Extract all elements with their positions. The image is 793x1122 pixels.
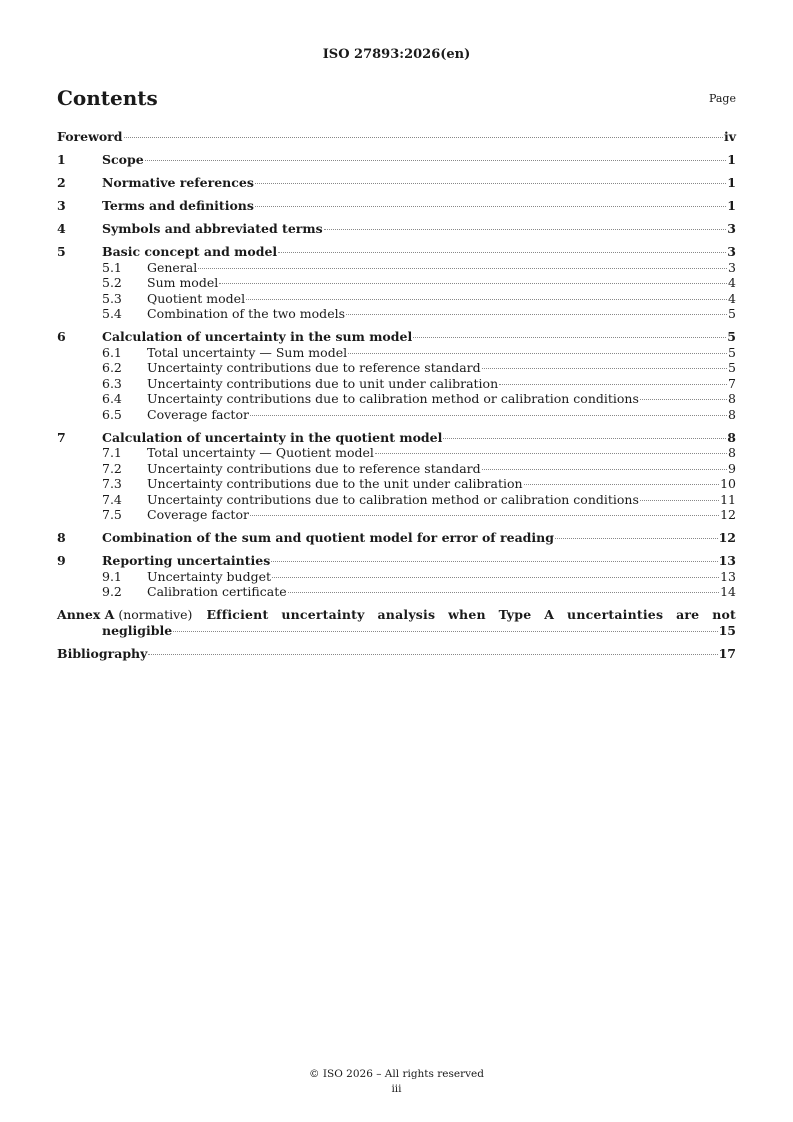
dot-leader [288,592,719,593]
toc-entry-title: Reporting uncertainties [102,553,271,568]
toc-entry-page: 5 [727,329,736,344]
toc-subentry-7-2[interactable] [57,461,736,477]
toc-subentry-7-3[interactable] [57,476,736,492]
toc-entry-page: 1 [727,152,736,167]
toc-subentry-5-2[interactable] [57,275,736,291]
toc-subentry-6-5[interactable] [57,407,736,423]
toc-entry-number: 5.1 [102,259,122,275]
dot-leader [443,438,726,439]
dot-leader [272,577,719,578]
toc-entry-page: 17 [718,645,736,661]
toc-entry-symbols[interactable] [57,221,736,237]
dot-leader [640,399,727,400]
toc-entry-title: Bibliography [57,645,148,661]
toc-entry-page: 4 [728,275,736,290]
dot-leader [324,229,727,230]
toc-entry-page: 3 [727,221,736,236]
dot-leader [413,337,726,338]
toc-entry-number: 9.1 [102,568,122,584]
toc-subentry-6-1[interactable] [57,345,736,361]
dot-leader [219,283,727,284]
toc-entry-number: 7.4 [102,491,122,507]
toc-entry-title: Combination of the sum and quotient model for error of reading [102,530,554,545]
toc-entry-page: 8 [728,406,736,422]
toc-subentry-9-2[interactable] [57,584,736,600]
toc-entry-page: 10 [720,476,736,491]
toc-entry-title: Uncertainty contributions due to unit under calibration [147,375,499,391]
toc-entry-title: Total uncertainty — Quotient model [147,445,374,460]
table-of-contents [57,129,736,661]
toc-entry-title: Basic concept and model [102,244,278,259]
toc-entry-number: 7.1 [102,445,122,460]
toc-entry-page: 13 [718,553,736,568]
toc-entry-number: 9.2 [102,584,122,599]
toc-entry-title: Terms and definitions [102,198,254,213]
toc-entry-foreword[interactable] [57,129,736,145]
toc-entry-page: 5 [728,306,736,321]
toc-entry-bibliography[interactable] [57,646,736,662]
document-id-header: ISO 27893:2026(en) [322,47,471,62]
dot-leader [640,500,719,501]
toc-entry-number: 7.3 [102,476,122,491]
toc-entry-number: 3 [57,198,66,213]
toc-entry-page: 8 [728,391,736,406]
copyright-notice: © ISO 2026 – All rights reserved [309,1068,484,1080]
dot-leader [482,368,727,369]
toc-entry-page: 3 [728,259,736,275]
toc-subentry-7-1[interactable] [57,445,736,461]
toc-entry-title: Scope [102,152,144,167]
dot-leader [124,137,723,138]
toc-entry-sum-model[interactable] [57,329,736,345]
toc-entry-scope[interactable] [57,152,736,168]
toc-entry-number: 6.5 [102,406,122,422]
toc-entry-page: 13 [720,568,736,584]
toc-entry-number: 7.5 [102,507,122,522]
toc-entry-title: Calibration certificate [147,584,287,599]
dot-leader [348,353,727,354]
dot-leader [499,384,727,385]
toc-entry-number: 4 [57,221,66,236]
toc-entry-page: 12 [720,507,736,522]
toc-entry-quotient-model[interactable] [57,430,736,446]
toc-entry-page: 12 [718,530,736,545]
toc-entry-title: Coverage factor [147,406,249,422]
dot-leader [145,160,727,161]
toc-subentry-5-3[interactable] [57,291,736,307]
dot-leader [346,314,727,315]
toc-subentry-6-2[interactable] [57,360,736,376]
dot-leader [255,206,726,207]
toc-entry-number: 7.2 [102,460,122,476]
toc-entry-page: 5 [728,360,736,375]
toc-entry-reporting[interactable] [57,553,736,569]
toc-entry-number: 5.3 [102,290,122,306]
toc-entry-number: 5 [57,244,66,259]
toc-entry-title: Coverage factor [147,507,249,522]
toc-entry-number: 6.4 [102,391,122,406]
toc-entry-page: 8 [728,445,736,460]
toc-entry-number: 5.4 [102,306,122,321]
dot-leader [198,268,727,269]
toc-entry-page: 8 [727,429,736,445]
dot-leader [250,515,719,516]
toc-entry-number: 1 [57,152,66,167]
toc-subentry-5-1[interactable] [57,260,736,276]
dot-leader [246,299,727,300]
annex-type: (normative) [118,607,193,622]
toc-entry-title: Total uncertainty — Sum model [147,344,348,360]
toc-entry-title: Sum model [147,275,219,290]
page-footer [0,1067,793,1097]
toc-entry-title: Uncertainty contributions due to the unit under calibration [147,476,523,491]
dot-leader [375,453,727,454]
toc-entry-page: 3 [727,244,736,259]
toc-entry-page: 14 [720,584,736,599]
toc-entry-page: 9 [728,460,736,476]
toc-entry-title: Uncertainty contributions due to calibration method or calibration conditions [147,491,639,507]
toc-entry-number: 6.3 [102,375,122,391]
toc-entry-page: iv [723,129,736,144]
toc-subentry-6-4[interactable] [57,391,736,407]
toc-entry-number: 6.2 [102,360,122,375]
toc-entry-title: Quotient model [147,290,246,306]
page-column-label: Page [708,92,736,105]
toc-entry-normative-references[interactable] [57,175,736,191]
toc-entry-title: Uncertainty contributions due to reference standard [147,460,481,476]
toc-entry-combination[interactable] [57,530,736,546]
dot-leader [555,538,718,539]
toc-entry-title: Uncertainty contributions due to reference standard [147,360,481,375]
dot-leader [250,415,727,416]
toc-entry-page: 11 [720,491,736,507]
toc-entry-title: Normative references [102,175,254,190]
page-number: iii [391,1083,402,1095]
toc-entry-basic-concept[interactable] [57,244,736,260]
toc-subentry-7-5[interactable] [57,507,736,523]
dot-leader [148,654,717,655]
toc-entry-number: 6.1 [102,344,122,360]
toc-entry-page: 1 [727,175,736,190]
toc-entry-number: 7 [57,429,66,445]
toc-subentry-9-1[interactable] [57,569,736,585]
dot-leader [524,484,720,485]
toc-entry-page: 4 [728,290,736,306]
toc-entry-page: 1 [727,198,736,213]
toc-entry-number: 5.2 [102,275,122,290]
toc-entry-page: 5 [728,344,736,360]
dot-leader [271,561,717,562]
toc-entry-title: Foreword [57,129,123,144]
toc-entry-title: Calculation of uncertainty in the sum model [102,329,413,344]
toc-entry-title: General [147,259,198,275]
toc-entry-title: Calculation of uncertainty in the quotient model [102,429,443,445]
dot-leader [278,252,726,253]
toc-subentry-6-3[interactable] [57,376,736,392]
toc-entry-page: 15 [718,622,736,638]
toc-entry-number: 6 [57,329,66,344]
toc-entry-page: 7 [728,375,736,391]
toc-entry-title: Uncertainty contributions due to calibration method or calibration conditions [147,391,639,406]
toc-entry-title: Uncertainty budget [147,568,272,584]
toc-subentry-7-4[interactable] [57,492,736,508]
contents-heading: Contents [57,86,158,110]
toc-entry-annex-a[interactable] [57,607,736,638]
annex-title-line1: Efficient uncertainty analysis when Type A uncertainties are not [206,607,736,622]
dot-leader [255,183,726,184]
dot-leader [482,469,727,470]
toc-entry-number: 8 [57,530,66,545]
toc-subentry-5-4[interactable] [57,306,736,322]
annex-title-line2: negligible [102,622,173,638]
toc-entry-title: Combination of the two models [147,306,345,321]
annex-label: Annex A [57,607,115,622]
toc-entry-number: 2 [57,175,66,190]
toc-entry-number: 9 [57,553,66,568]
toc-entry-terms-definitions[interactable] [57,198,736,214]
dot-leader [173,631,717,632]
toc-entry-title: Symbols and abbreviated terms [102,221,323,236]
